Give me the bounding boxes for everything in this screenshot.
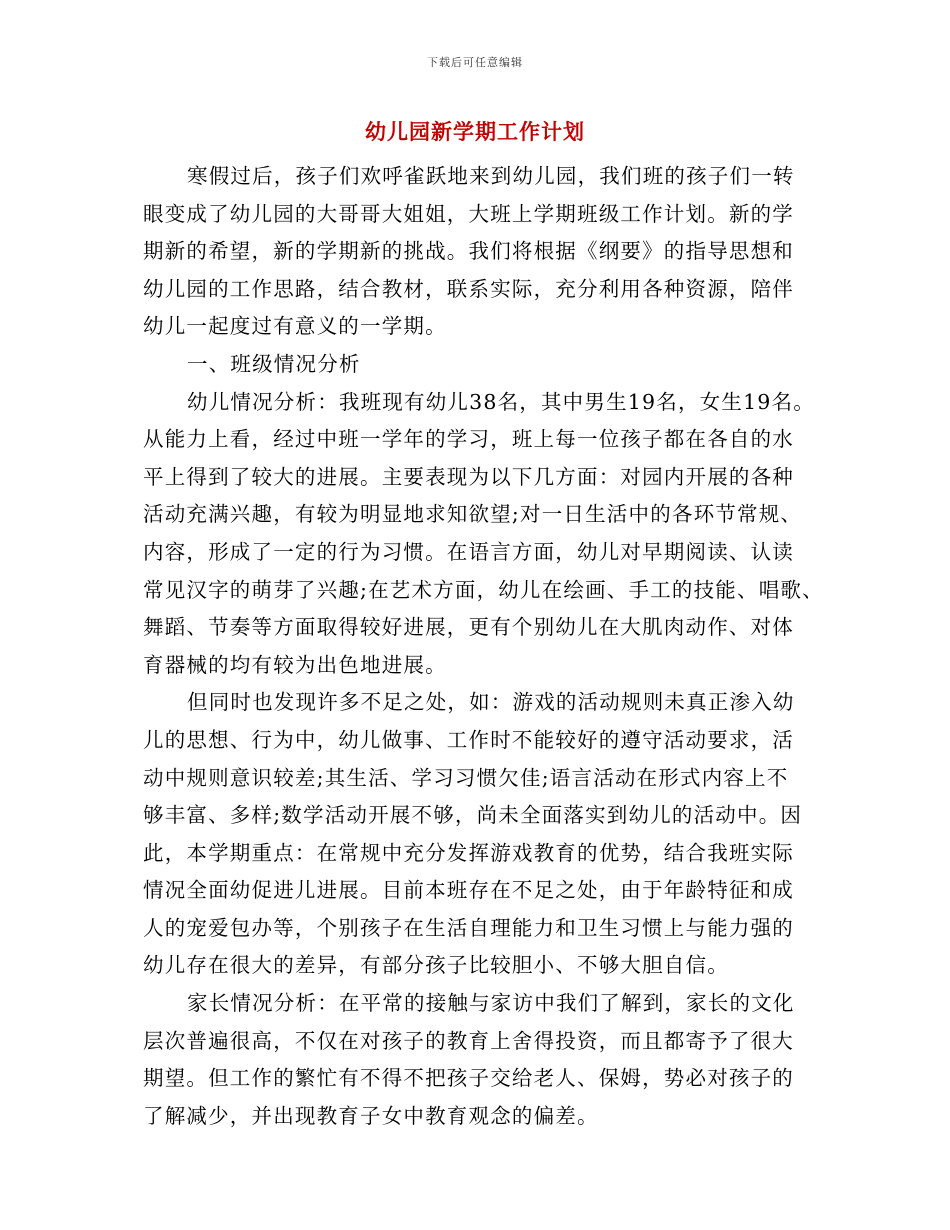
text-line: 此，本学期重点：在常规中充分发挥游戏教育的优势，结合我班实际	[143, 840, 794, 865]
text-line: 儿的思想、行为中，幼儿做事、工作时不能较好的遵守活动要求，活	[143, 727, 794, 752]
text-line: 寒假过后，孩子们欢呼雀跃地来到幼儿园，我们班的孩子们一转	[187, 164, 795, 188]
text-line: 活动充满兴趣，有较为明显地求知欲望;对一日生活中的各环节常规、	[143, 502, 803, 527]
text-line: 眼变成了幼儿园的大哥哥大姐姐，大班上学期班级工作计划。新的学	[143, 201, 794, 226]
text-line: 了解减少，并出现教育子女中教育观念的偏差。	[143, 1103, 599, 1128]
text-line: 幼儿存在很大的差异，有部分孩子比较胆小、不够大胆自信。	[143, 953, 729, 978]
header-note: 下载后可任意编辑	[427, 56, 523, 69]
text-line: 舞蹈、节奏等方面取得较好进展，更有个别幼儿在大肌肉动作、对体	[143, 615, 794, 640]
text-line: 从能力上看，经过中班一学年的学习，班上每一位孩子都在各自的水	[143, 427, 794, 452]
text-line: 幼儿园的工作思路，结合教材，联系实际，充分利用各种资源，陪伴	[143, 276, 794, 301]
text-line: 动中规则意识较差;其生活、学习习惯欠佳;语言活动在形式内容上不	[143, 765, 789, 790]
text-line: 期新的希望，新的学期新的挑战。我们将根据《纲要》的指导思想和	[143, 239, 794, 264]
text-line: 平上得到了较大的进展。主要表现为以下几方面：对园内开展的各种	[143, 464, 794, 489]
text-line: 育器械的均有较为出色地进展。	[143, 652, 447, 677]
text-line: 内容，形成了一定的行为习惯。在语言方面，幼儿对早期阅读、认读	[143, 539, 794, 564]
text-line: 够丰富、多样;数学活动开展不够，尚未全面落实到幼儿的活动中。因	[143, 803, 803, 828]
text-line: 人的宠爱包办等，个别孩子在生活自理能力和卫生习惯上与能力强的	[143, 915, 794, 940]
text-line: 但同时也发现许多不足之处，如：游戏的活动规则未真正渗入幼	[187, 690, 795, 715]
document-body	[143, 158, 823, 1135]
text-line: 期望。但工作的繁忙有不得不把孩子交给老人、保姆，势必对孩子的	[143, 1066, 794, 1091]
text-line: 情况全面幼促进儿进展。目前本班存在不足之处，由于年龄特征和成	[143, 878, 794, 903]
document-title: 幼儿园新学期工作计划	[365, 119, 585, 144]
text-line: 层次普遍很高，不仅在对孩子的教育上舍得投资，而且都寄予了很大	[143, 1028, 794, 1053]
section-heading: 一、班级情况分析	[187, 351, 361, 376]
text-line: 家长情况分析：在平常的接触与家访中我们了解到，家长的文化	[187, 991, 795, 1016]
text-line: 幼儿情况分析：我班现有幼儿38名，其中男生19名，女生19名。	[187, 389, 815, 414]
text-line: 常见汉字的萌芽了兴趣;在艺术方面，幼儿在绘画、手工的技能、唱歌、	[143, 577, 824, 602]
text-line: 幼儿一起度过有意义的一学期。	[143, 314, 447, 339]
